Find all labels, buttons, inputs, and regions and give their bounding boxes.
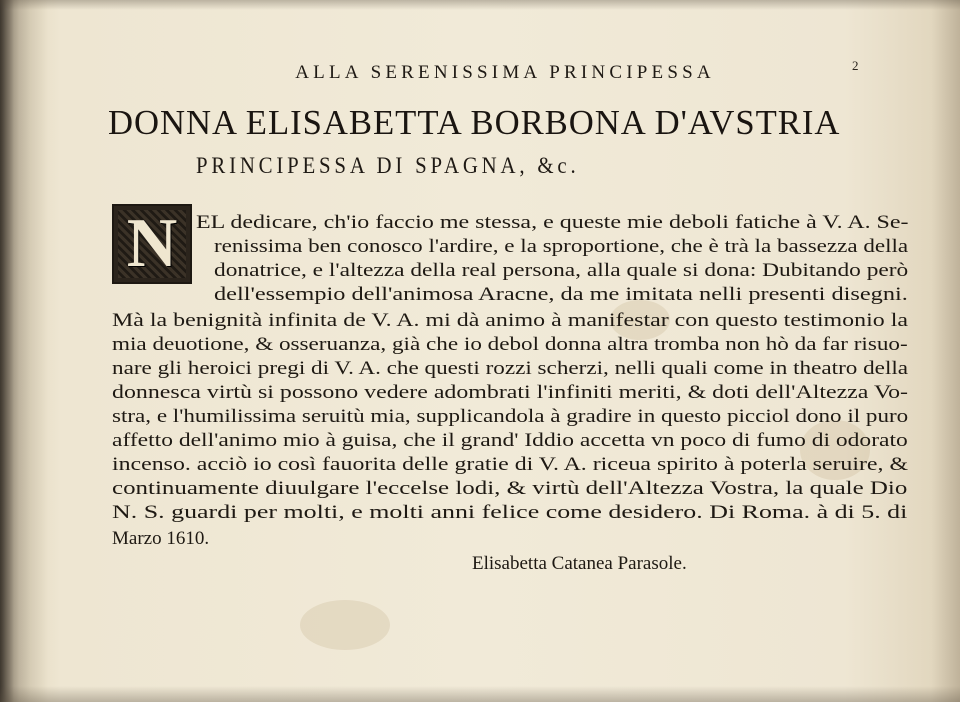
text-line-12: continuamente diuulgare l'eccelse lodi, & virtù dell'Altezza Vostra, la quale Dio — [112, 478, 908, 499]
initial-letter: N — [126, 205, 178, 282]
text-line-10: affetto dell'animo mio à guisa, che il grand' Iddio accetta vn poco di fumo di odorato — [112, 430, 908, 451]
text-line-14: Marzo 1610. — [112, 528, 210, 549]
text-line-8: donnesca virtù si possono vedere adombrati l'infiniti meriti, & doti dell'Altezza Vo- — [112, 382, 909, 403]
text-line-13: N. S. guardi per molti, e molti anni felice come desidero. Di Roma. à di 5. di — [112, 502, 908, 523]
page-number: 2 — [852, 58, 859, 73]
text-line-7: nare gli heroici pregi di V. A. che questi rozzi scherzi, nelli quali come in theatro della — [112, 358, 909, 379]
dedication-heading-line1: ALLA SERENISSIMA PRINCIPESSA — [295, 62, 715, 83]
text-line-3: donatrice, e l'altezza della real persona, alla quale si dona: Dubitando però — [214, 260, 909, 281]
dedication-heading-line2: DONNA ELISABETTA BORBONA D'AVSTRIA — [108, 103, 841, 142]
text-line-6: mia deuotione, & osseruanza, già che io debol donna altra tromba non hò da far risuo- — [112, 334, 908, 355]
text-line-4: dell'essempio dell'animosa Aracne, da me imitata nelli presenti disegni. — [214, 284, 908, 305]
text-line-11: incenso. acciò io così fauorita delle gratie di V. A. riceua spirito à poterla seruire, & — [112, 454, 909, 475]
text-line-9: stra, e l'humilissima seruitù mia, supplicandola à gradire in questo picciol dono il puro — [112, 406, 909, 427]
text-line-1: EL dedicare, ch'io faccio me stessa, e queste mie deboli fatiche à V. A. Se- — [196, 212, 909, 233]
dedication-heading-line3: PRINCIPESSA DI SPAGNA, &c. — [196, 153, 580, 178]
text-line-2: renissima ben conosco l'ardire, e la sproportione, che è trà la bassezza della — [214, 236, 909, 257]
signature: Elisabetta Catanea Parasole. — [472, 553, 687, 574]
text-line-5: Mà la benignità infinita de V. A. mi dà animo à manifestar con questo testimonio la — [112, 310, 908, 331]
